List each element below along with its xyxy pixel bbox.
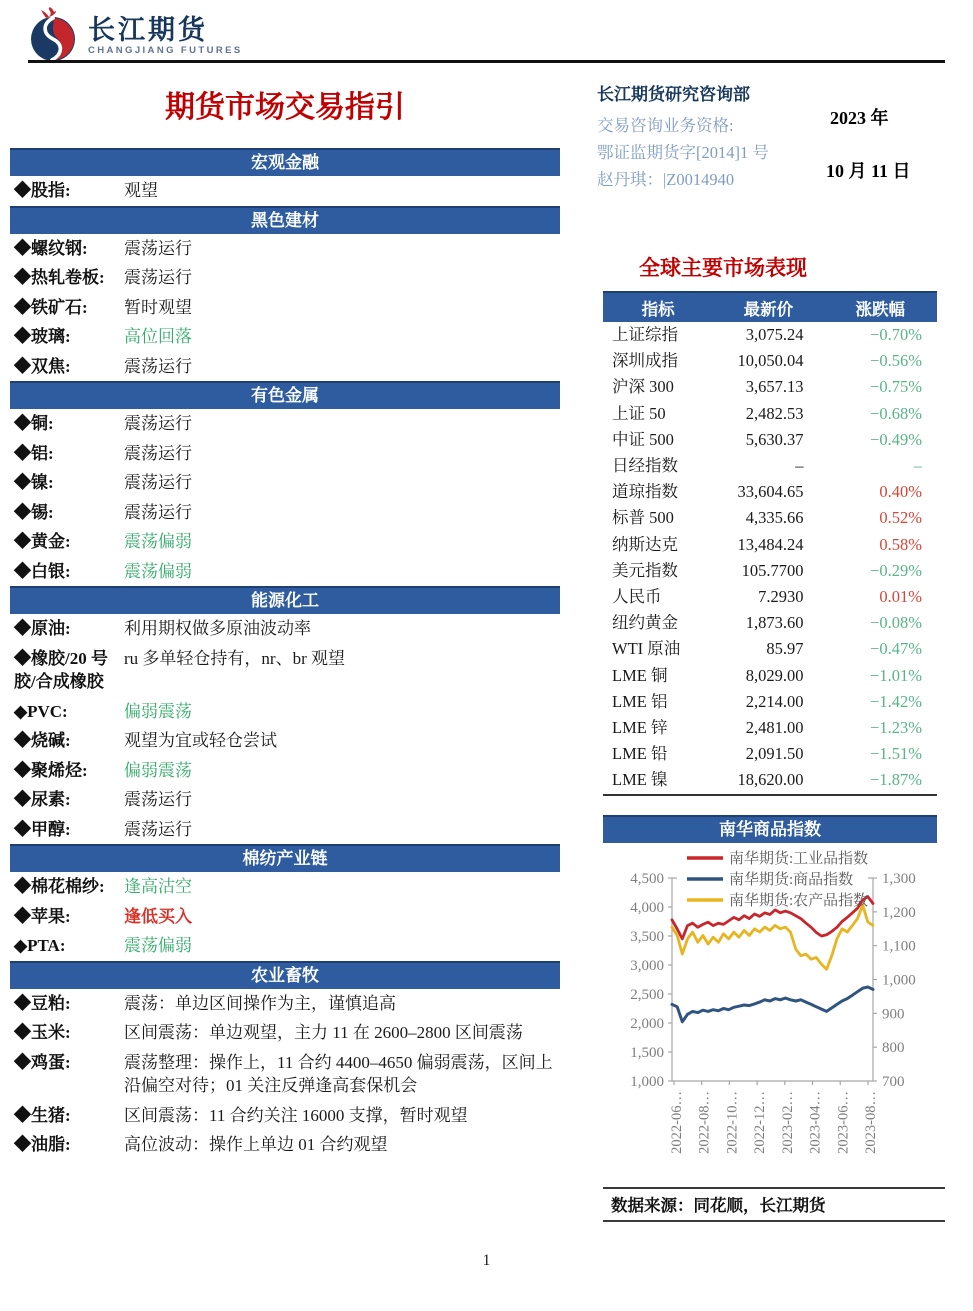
indicator-name: LME 锌 [612,718,668,738]
guide-item [10,234,560,264]
latest-price: 33,604.65 [737,482,804,502]
item-outlook: ru 多单轻仓持有，nr、br 观望 [124,648,345,668]
guide-item [10,352,560,382]
right-axis-tick: 800 [882,1040,905,1057]
change-percent: −0.75% [870,377,922,397]
logo-name-en: CHANGJIANG FUTURES [88,44,243,56]
diamond-bullet-icon: ◆ [14,561,31,581]
item-outlook: 震荡运行 [124,238,192,258]
indicator-name: 中证 500 [612,429,674,449]
guide-item [10,409,560,439]
change-percent: −1.51% [870,744,922,764]
diamond-bullet-icon: ◆ [14,1135,31,1154]
guide-item [10,756,560,786]
latest-price: 85.97 [766,639,804,659]
section-banner: 棉纺产业链 [10,844,560,872]
qualification-number: 鄂证监期货字[2014]1 号 [597,143,769,162]
indicator-name: LME 铝 [612,691,668,711]
item-label: ◆螺纹钢: [14,238,88,258]
guide-item [10,931,560,961]
guide-item [10,527,560,557]
item-outlook: 震荡偏弱 [124,936,192,955]
guide-item [10,902,560,932]
table-row [603,584,937,610]
change-percent: 0.40% [879,482,922,502]
latest-price: 2,214.00 [745,691,804,711]
diamond-bullet-icon: ◆ [14,648,31,668]
table-row [603,715,937,741]
item-label: ◆棉花棉纱: [14,877,105,896]
table-row [603,610,937,636]
x-axis-tick: 2022-06… [669,1091,685,1154]
legend-label: 南华期货:农产品指数 [729,893,869,909]
table-row [603,689,937,715]
page-number: 1 [482,1252,491,1269]
guide-item [10,989,560,1019]
guide-item [10,498,560,528]
diamond-bullet-icon: ◆ [14,906,31,926]
page-title: 期货市场交易指引 [165,91,405,124]
diamond-bullet-icon: ◆ [14,181,31,200]
item-outlook: 利用期权做多原油波动率 [124,619,311,638]
diamond-bullet-icon: ◆ [14,268,31,287]
item-label: ◆油脂: [14,1135,71,1154]
right-axis-tick: 1,000 [882,972,916,989]
x-axis-tick: 2023-02… [779,1091,796,1154]
latest-price: 5,630.37 [745,429,804,449]
latest-price: 8,029.00 [745,665,804,685]
change-percent: −0.08% [870,613,922,633]
guide-item [10,614,560,644]
guide-item [10,1018,560,1048]
series-line-1 [672,987,873,1022]
indicator-name: 纳斯达克 [612,534,678,554]
table-header [603,292,937,322]
latest-price: 3,075.24 [745,325,804,344]
table-row [603,401,937,427]
report-year: 2023 年 [830,108,889,128]
indicator-name: 沪深 300 [612,377,674,397]
dept-name: 长江期货研究咨询部 [597,85,750,104]
guide-item [10,557,560,587]
table-row [603,348,937,374]
item-label: ◆豆粕: [14,993,71,1013]
item-outlook: 震荡运行 [124,356,192,376]
table-row [603,741,937,767]
item-outlook: 震荡运行 [124,443,192,463]
market-table-title: 全球主要市场表现 [639,256,807,280]
change-percent: −0.29% [870,560,922,580]
indicator-name: 上证 50 [612,403,666,423]
guide-item [10,1048,560,1101]
diamond-bullet-icon: ◆ [14,356,31,376]
item-outlook: 震荡：单边区间操作为主，谨慎追高 [124,993,396,1013]
item-outlook: 区间震荡：单边观望，主力 11 在 2600–2800 区间震荡 [124,1023,523,1042]
item-outlook: 偏弱震荡 [124,760,192,780]
section-banner: 能源化工 [10,586,560,614]
indicator-name: 深圳成指 [612,351,678,371]
indicator-name: 日经指数 [612,456,678,476]
item-label: ◆PVC: [14,701,68,721]
guide-item [10,872,560,902]
series-line-2 [672,905,873,969]
header-divider [28,60,945,63]
table-row [603,453,937,479]
latest-price: 4,335.66 [745,508,804,528]
diamond-bullet-icon: ◆ [14,701,28,721]
diamond-bullet-icon: ◆ [14,297,31,317]
diamond-bullet-icon: ◆ [14,619,31,638]
latest-price: 2,481.00 [745,718,804,738]
latest-price: 105.7700 [741,560,804,580]
item-label: ◆锡: [14,502,54,522]
item-label: ◆甲醇: [14,819,71,839]
global-market-table [603,291,937,796]
table-row [603,558,937,584]
guide-item [10,439,560,469]
diamond-bullet-icon: ◆ [14,790,31,809]
diamond-bullet-icon: ◆ [14,414,31,433]
indicator-name: 人民币 [612,587,662,607]
item-label: ◆PTA: [14,936,66,955]
nanhua-index-chart-block [603,815,937,1185]
changjiang-futures-emblem-icon [28,6,80,64]
left-axis-tick: 2,500 [630,987,664,1003]
table-row [603,532,937,558]
indicator-name: 上证综指 [612,325,678,344]
item-label: ◆白银: [14,561,71,581]
item-outlook: 震荡运行 [124,414,192,433]
item-label: ◆双焦: [14,356,71,376]
section-banner: 黑色建材 [10,206,560,234]
change-percent: −0.47% [870,639,922,659]
diamond-bullet-icon: ◆ [14,1052,31,1072]
change-percent: 0.52% [879,508,922,528]
research-dept-block [597,80,832,193]
latest-price: 3,657.13 [745,377,804,397]
change-percent: 0.58% [879,534,922,554]
item-label: ◆黄金: [14,532,71,551]
left-axis-tick: 1,500 [630,1045,664,1061]
item-outlook: 震荡偏弱 [124,561,192,581]
left-axis-tick: 1,000 [630,1074,664,1090]
right-axis-tick: 1,300 [882,871,916,887]
indicator-name: LME 镍 [612,770,668,790]
diamond-bullet-icon: ◆ [14,819,31,839]
right-axis-tick: 700 [882,1074,905,1090]
guide-item [10,1101,560,1131]
latest-price: 10,050.04 [737,351,804,371]
change-percent: −1.23% [870,718,922,738]
market-performance-panel [603,252,937,796]
item-label: ◆股指: [14,181,71,200]
item-label: ◆镍: [14,473,54,492]
item-outlook: 暂时观望 [124,297,192,317]
x-axis-tick: 2022-12… [752,1091,769,1154]
x-axis-tick: 2023-06… [835,1091,852,1154]
change-percent: −0.56% [870,351,922,371]
legend-label: 南华期货:商品指数 [729,872,854,888]
item-outlook: 震荡运行 [124,268,192,287]
item-label: ◆热轧卷板: [14,268,105,287]
item-label: ◆玻璃: [14,327,71,346]
guide-item [10,815,560,845]
table-row [603,767,937,794]
left-axis-tick: 3,000 [630,958,664,974]
diamond-bullet-icon: ◆ [14,936,28,955]
x-axis-tick: 2023-08… [862,1091,879,1154]
item-outlook: 逢低买入 [124,906,192,926]
nanhua-index-line-chart [603,845,937,1185]
indicator-name: WTI 原油 [612,639,681,659]
trading-guide-sections [10,148,560,1160]
left-axis-tick: 3,500 [630,929,664,945]
diamond-bullet-icon: ◆ [14,532,31,551]
left-axis-tick: 4,000 [630,900,664,916]
guide-item [10,468,560,498]
right-axis-tick: 1,100 [882,938,916,955]
item-label: ◆铝: [14,443,54,463]
x-axis-tick: 2022-08… [696,1091,713,1154]
guide-item [10,322,560,352]
table-row [603,505,937,531]
chart-title-banner: 南华商品指数 [603,815,937,843]
item-outlook: 震荡整理：操作上，11 合约 4400–4650 偏弱震荡，区间上沿偏空对待；01 关注反弹逢高套保机会 [124,1052,553,1095]
item-outlook: 震荡运行 [124,502,192,522]
latest-price: 18,620.00 [737,770,804,790]
diamond-bullet-icon: ◆ [14,443,31,463]
table-row [603,663,937,689]
x-axis-tick: 2023-04… [807,1091,824,1154]
change-percent: −0.49% [870,429,922,449]
item-label: ◆烧碱: [14,731,71,750]
table-row [603,636,937,662]
item-outlook: 高位波动：操作上单边 01 合约观望 [124,1135,388,1154]
diamond-bullet-icon: ◆ [14,1105,31,1125]
item-outlook: 观望为宜或轻仓尝试 [124,731,277,750]
change-percent: −0.70% [870,325,922,344]
item-outlook: 逢高沽空 [124,877,192,896]
item-outlook: 震荡运行 [124,819,192,839]
indicator-name: 纽约黄金 [612,613,678,633]
company-logo [28,6,243,64]
indicator-name: 美元指数 [612,560,678,580]
item-outlook: 观望 [124,181,158,200]
guide-item [10,176,560,206]
section-banner: 宏观金融 [10,148,560,176]
guide-item [10,697,560,727]
indicator-name: 道琼指数 [612,482,678,502]
col-change: 涨跌幅 [823,292,937,322]
col-indicator: 指标 [603,292,713,322]
item-label: ◆苹果: [14,906,71,926]
item-label: ◆玉米: [14,1023,71,1042]
table-row [603,374,937,400]
item-outlook: 偏弱震荡 [124,701,192,721]
change-percent: −1.42% [870,691,922,711]
right-axis-tick: 1,200 [882,904,916,921]
guide-item [10,785,560,815]
logo-name-cn: 长江期货 [88,14,208,45]
legend-label: 南华期货:工业品指数 [729,851,869,867]
change-percent: −0.68% [870,403,922,423]
guide-item [10,1130,560,1160]
analyst-id: 赵丹琪：|Z0014940 [597,170,735,189]
item-outlook: 震荡偏弱 [124,532,192,551]
diamond-bullet-icon: ◆ [14,327,31,346]
guide-item [10,644,560,697]
guide-item [10,263,560,293]
change-percent: −1.87% [870,770,922,790]
col-latest-price: 最新价 [713,292,823,322]
table-row [603,427,937,453]
qualification-label: 交易咨询业务资格: [597,116,734,135]
section-banner: 有色金属 [10,381,560,409]
diamond-bullet-icon: ◆ [14,473,31,492]
latest-price: – [795,456,804,476]
indicator-name: LME 铜 [612,665,668,685]
item-label: ◆铜: [14,414,54,433]
item-label: ◆原油: [14,619,71,638]
section-banner: 农业畜牧 [10,961,560,989]
item-label: ◆尿素: [14,790,71,809]
item-label: ◆鸡蛋: [14,1052,71,1072]
indicator-name: LME 铅 [612,744,668,764]
item-label: ◆聚烯烃: [14,760,88,780]
table-body [603,322,937,795]
item-outlook: 震荡运行 [124,790,192,809]
diamond-bullet-icon: ◆ [14,238,31,258]
table-row [603,479,937,505]
change-percent: −1.01% [870,665,922,685]
indicator-name: 标普 500 [612,508,674,528]
latest-price: 13,484.24 [737,534,804,554]
left-axis-tick: 4,500 [630,871,664,887]
diamond-bullet-icon: ◆ [14,760,31,780]
change-percent: – [913,456,922,476]
latest-price: 1,873.60 [745,613,804,633]
item-outlook: 高位回落 [124,327,192,346]
latest-price: 7.2930 [758,587,804,607]
diamond-bullet-icon: ◆ [14,993,31,1013]
diamond-bullet-icon: ◆ [14,1023,31,1042]
item-outlook: 震荡运行 [124,473,192,492]
change-percent: 0.01% [879,587,922,607]
item-outlook: 区间震荡：11 合约关注 16000 支撑，暂时观望 [124,1105,468,1125]
guide-item [10,726,560,756]
diamond-bullet-icon: ◆ [14,877,31,896]
report-date: 10 月 11 日 [826,161,911,181]
latest-price: 2,091.50 [745,744,804,764]
item-label: ◆铁矿石: [14,297,88,317]
diamond-bullet-icon: ◆ [14,731,31,750]
data-source-note: 数据来源：同花顺，长江期货 [603,1187,945,1222]
right-axis-tick: 900 [882,1006,905,1023]
latest-price: 2,482.53 [745,403,804,423]
guide-item [10,293,560,323]
x-axis-tick: 2022-10… [724,1091,741,1154]
item-label: ◆橡胶/20 号胶/合成橡胶 [14,648,108,691]
diamond-bullet-icon: ◆ [14,502,31,522]
table-row [603,322,937,348]
item-label: ◆生猪: [14,1105,71,1125]
left-axis-tick: 2,000 [630,1016,664,1032]
